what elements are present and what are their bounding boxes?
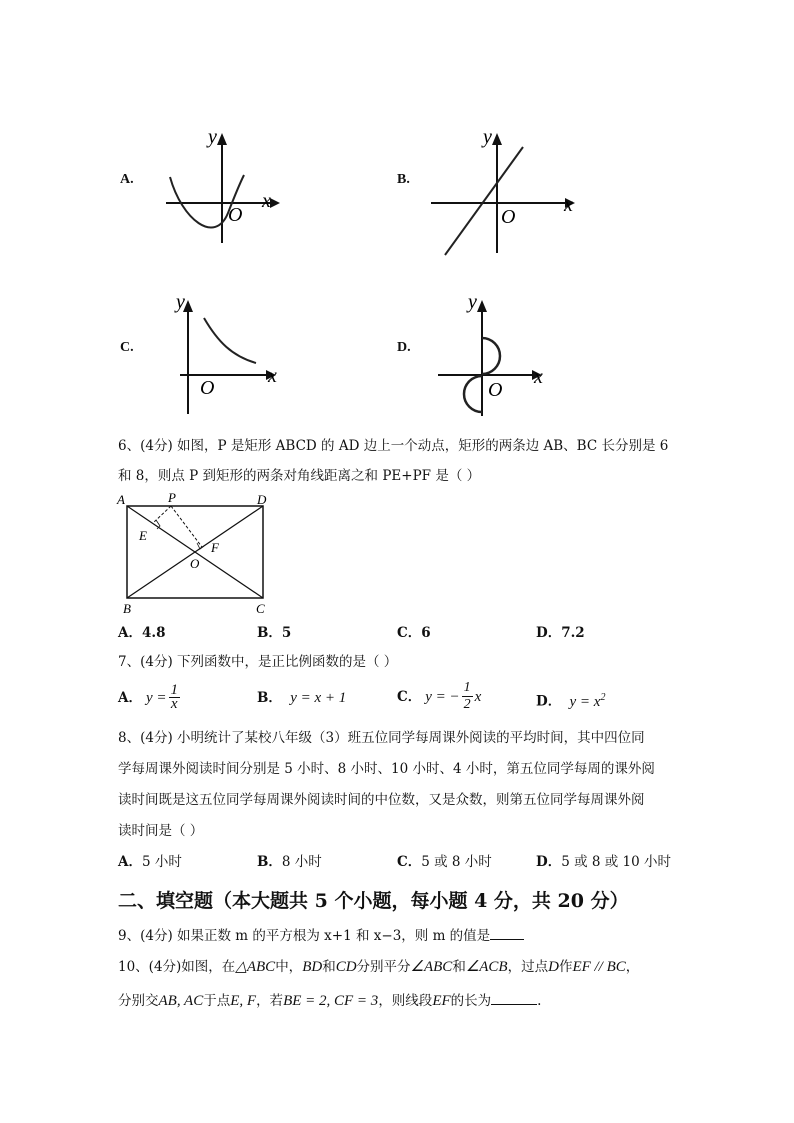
q8-stem-line4: 读时间是（ ）: [118, 823, 204, 839]
y-axis-label: y: [468, 291, 477, 313]
q5-option-b-graph: [425, 125, 585, 260]
q9-answer-blank[interactable]: [490, 925, 524, 940]
label-p: P: [168, 490, 176, 505]
y-axis-label: y: [483, 126, 492, 148]
y-axis-arrow: [217, 133, 227, 145]
q6-stem-line2: 和 8，则点 P 到矩形的两条对角线距离之和 PE+PF 是（ ）: [118, 468, 481, 484]
label-a: A: [117, 492, 125, 507]
lower-semicircle: [464, 376, 482, 412]
q7-option-b: B． y = x + 1: [257, 690, 347, 706]
y-axis-label: y: [208, 126, 217, 148]
label-e: E: [139, 528, 147, 543]
y-axis-arrow: [477, 300, 487, 312]
origin-label: O: [488, 379, 503, 401]
origin-label: O: [228, 204, 243, 226]
x-axis-label: x: [534, 366, 543, 388]
q8-option-a: A．5 小时: [118, 854, 182, 870]
label-o: O: [190, 556, 200, 571]
q10-stem-line1: 10、(4分)如图，在△ABC中，BD和CD分别平分∠ABC和∠ACB，过点D作EF // BC，: [118, 959, 640, 975]
q8-stem-line3: 读时间既是这五位同学每周课外阅读时间的中位数，又是众数，则第五位同学每周课外阅: [118, 792, 645, 808]
segment-pf: [171, 506, 202, 547]
origin-label: O: [200, 377, 215, 399]
q6-option-b: B．5: [257, 625, 292, 641]
label-b: B: [123, 601, 131, 616]
q5-option-d-graph: [432, 290, 562, 420]
q6-rectangle-figure: [115, 490, 285, 620]
q5-option-b-letter: B.: [397, 172, 410, 187]
origin-label: O: [501, 206, 516, 228]
section-2-title: 二、填空题（本大题共 5 个小题，每小题 4 分，共 20 分）: [118, 890, 629, 912]
x-axis-label: x: [268, 365, 277, 387]
x-axis-label: x: [564, 194, 573, 216]
q6-option-d: D．7.2: [536, 625, 585, 641]
label-c: C: [256, 601, 265, 616]
q7-stem: 7、(4分) 下列函数中，是正比例函数的是（ ）: [118, 654, 398, 670]
q6-stem-line1: 6、(4分) 如图，P 是矩形 ABCD 的 AD 边上一个动点，矩形的两条边 AB、BC 长分别是 6: [118, 438, 669, 454]
q5-option-c-graph: [170, 290, 290, 420]
q5-option-a-graph: [160, 125, 290, 250]
q6-option-a: A．4.8: [118, 625, 166, 641]
upper-semicircle: [482, 338, 500, 374]
hyperbola-curve: [204, 318, 256, 363]
q6-option-c: C．6: [397, 625, 431, 641]
q5-option-c-letter: C.: [120, 340, 134, 355]
q8-option-c: C．5 或 8 小时: [397, 854, 492, 870]
q8-option-d: D．5 或 8 或 10 小时: [536, 854, 672, 870]
q7-option-a: A． y = $\frac{1}{x}$: [118, 682, 179, 712]
q10-answer-blank[interactable]: [491, 990, 537, 1005]
q8-option-b: B．8 小时: [257, 854, 322, 870]
label-f: F: [211, 540, 219, 555]
y-axis-arrow: [492, 133, 502, 145]
y-axis-label: y: [176, 291, 185, 313]
linear-graph-line: [445, 147, 523, 255]
q7-option-d: D． $y = x^2$: [536, 692, 606, 710]
x-axis-arrow: [270, 198, 280, 208]
q8-stem-line2: 学每周课外阅读时间分别是 5 小时、8 小时、10 小时、4 小时，第五位同学每周的课外阅: [118, 761, 655, 777]
q5-option-a-letter: A.: [120, 172, 134, 187]
q9-stem: 9、(4分) 如果正数 m 的平方根为 x+1 和 x−3，则 m 的值是: [118, 925, 524, 946]
q7-option-c: C． y = − $\frac{1}{2}$ x: [397, 680, 482, 712]
q5-option-d-letter: D.: [397, 340, 411, 355]
segment-pe: [153, 506, 171, 523]
x-axis-label: x: [262, 190, 271, 212]
label-d: D: [257, 492, 267, 507]
q8-stem-line1: 8、(4分) 小明统计了某校八年级（3）班五位同学每周课外阅读的平均时间，其中四位同: [118, 730, 645, 746]
q10-stem-line2: 分别交AB, AC于点E, F，若BE = 2, CF = 3，则线段EF的长为 .: [118, 990, 718, 1011]
